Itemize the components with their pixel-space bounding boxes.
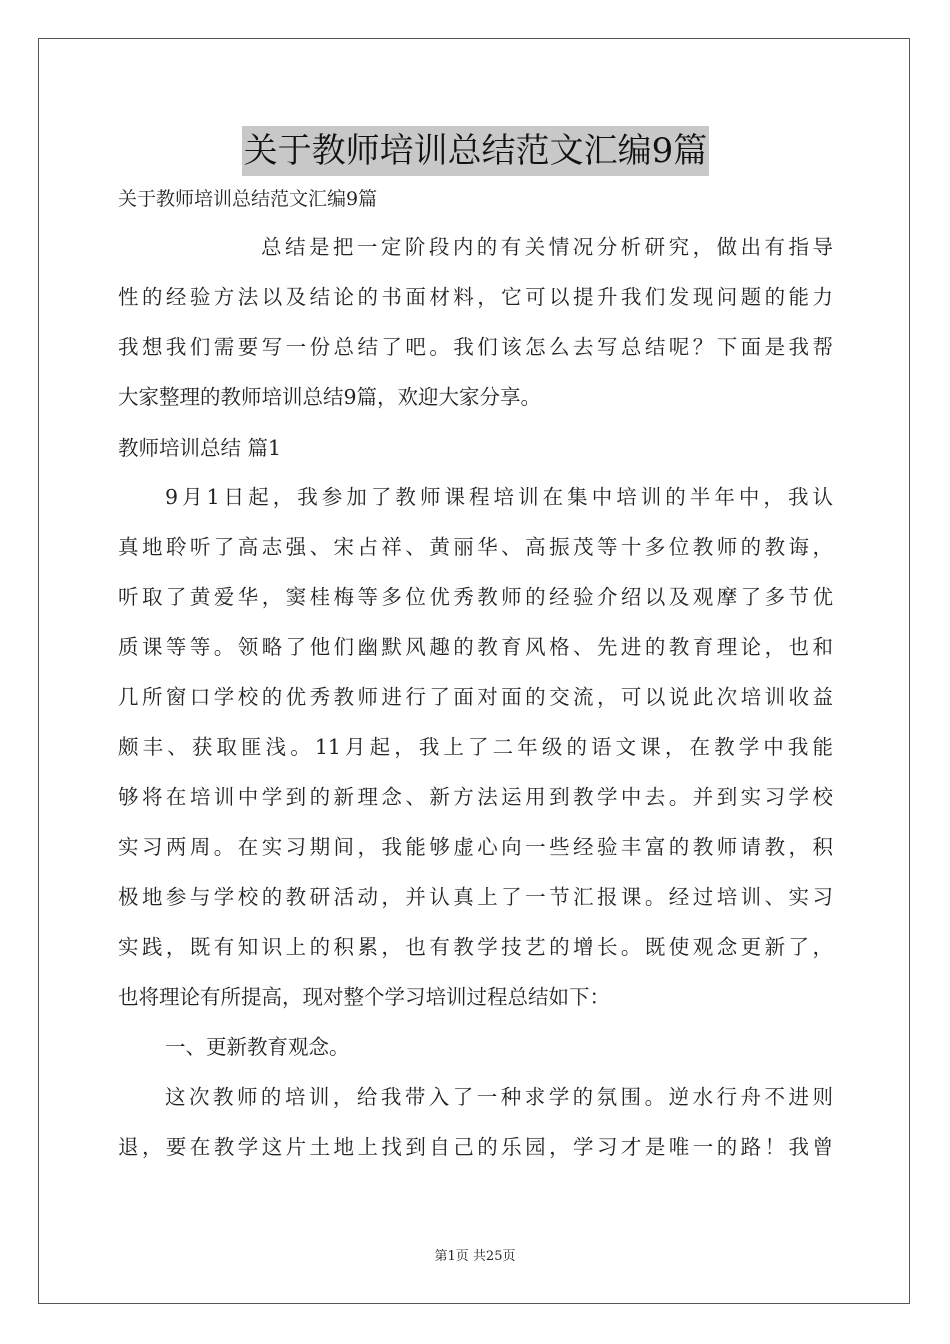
- paragraph-line: 真地聆听了高志强、宋占祥、黄丽华、高振茂等十多位教师的教诲，: [118, 535, 833, 559]
- paragraph-line: 听取了黄爱华，窦桂梅等多位优秀教师的经验介绍以及观摩了多节优: [118, 585, 833, 609]
- paragraph-line: 质课等等。领略了他们幽默风趣的教育风格、先进的教育理论，也和: [118, 635, 833, 659]
- title-container: [118, 118, 833, 180]
- paragraph-line: 极地参与学校的教研活动，并认真上了一节汇报课。经过培训、实习: [118, 885, 833, 909]
- paragraph-line: 实习两周。在实习期间，我能够虚心向一些经验丰富的教师请教，积: [118, 835, 833, 859]
- paragraph-line: 颇丰、获取匪浅。11月起，我上了二年级的语文课，在教学中我能: [118, 735, 833, 759]
- point-heading: 一、更新教育观念。: [165, 1035, 350, 1059]
- intro-line: 我想我们需要写一份总结了吧。我们该怎么去写总结呢？下面是我帮: [118, 335, 833, 359]
- intro-paragraph: [118, 222, 833, 422]
- paragraph-line: 够将在培训中学到的新理念、新方法运用到教学中去。并到实习学校: [118, 785, 833, 809]
- paragraph-line: 实践，既有知识上的积累，也有教学技艺的增长。既使观念更新了，: [118, 935, 833, 959]
- page-footer: 第1页 共25页: [434, 1249, 516, 1264]
- paragraph-line: 这次教师的培训，给我带入了一种求学的氛围。逆水行舟不进则: [165, 1085, 833, 1109]
- document-title: 关于教师培训总结范文汇编9篇: [242, 126, 710, 176]
- paragraph-line: 几所窗口学校的优秀教师进行了面对面的交流，可以说此次培训收益: [118, 685, 833, 709]
- paragraph-2: [118, 1072, 833, 1172]
- paragraph-1: [118, 472, 833, 1022]
- document-subtitle: 关于教师培训总结范文汇编9篇: [118, 188, 378, 210]
- paragraph-line: 退，要在教学这片土地上找到自己的乐园，学习才是唯一的路！我曾: [118, 1135, 833, 1159]
- intro-line: 总结是把一定阶段内的有关情况分析研究，做出有指导: [261, 235, 833, 259]
- intro-line: 性的经验方法以及结论的书面材料，它可以提升我们发现问题的能力: [118, 285, 833, 309]
- section-heading: 教师培训总结 篇1: [118, 436, 282, 460]
- paragraph-line: 9月1日起，我参加了教师课程培训在集中培训的半年中，我认: [165, 485, 833, 509]
- paragraph-line: 也将理论有所提高，现对整个学习培训过程总结如下：: [118, 985, 610, 1009]
- intro-line: 大家整理的教师培训总结9篇，欢迎大家分享。: [118, 385, 542, 409]
- document-body: [118, 118, 833, 1172]
